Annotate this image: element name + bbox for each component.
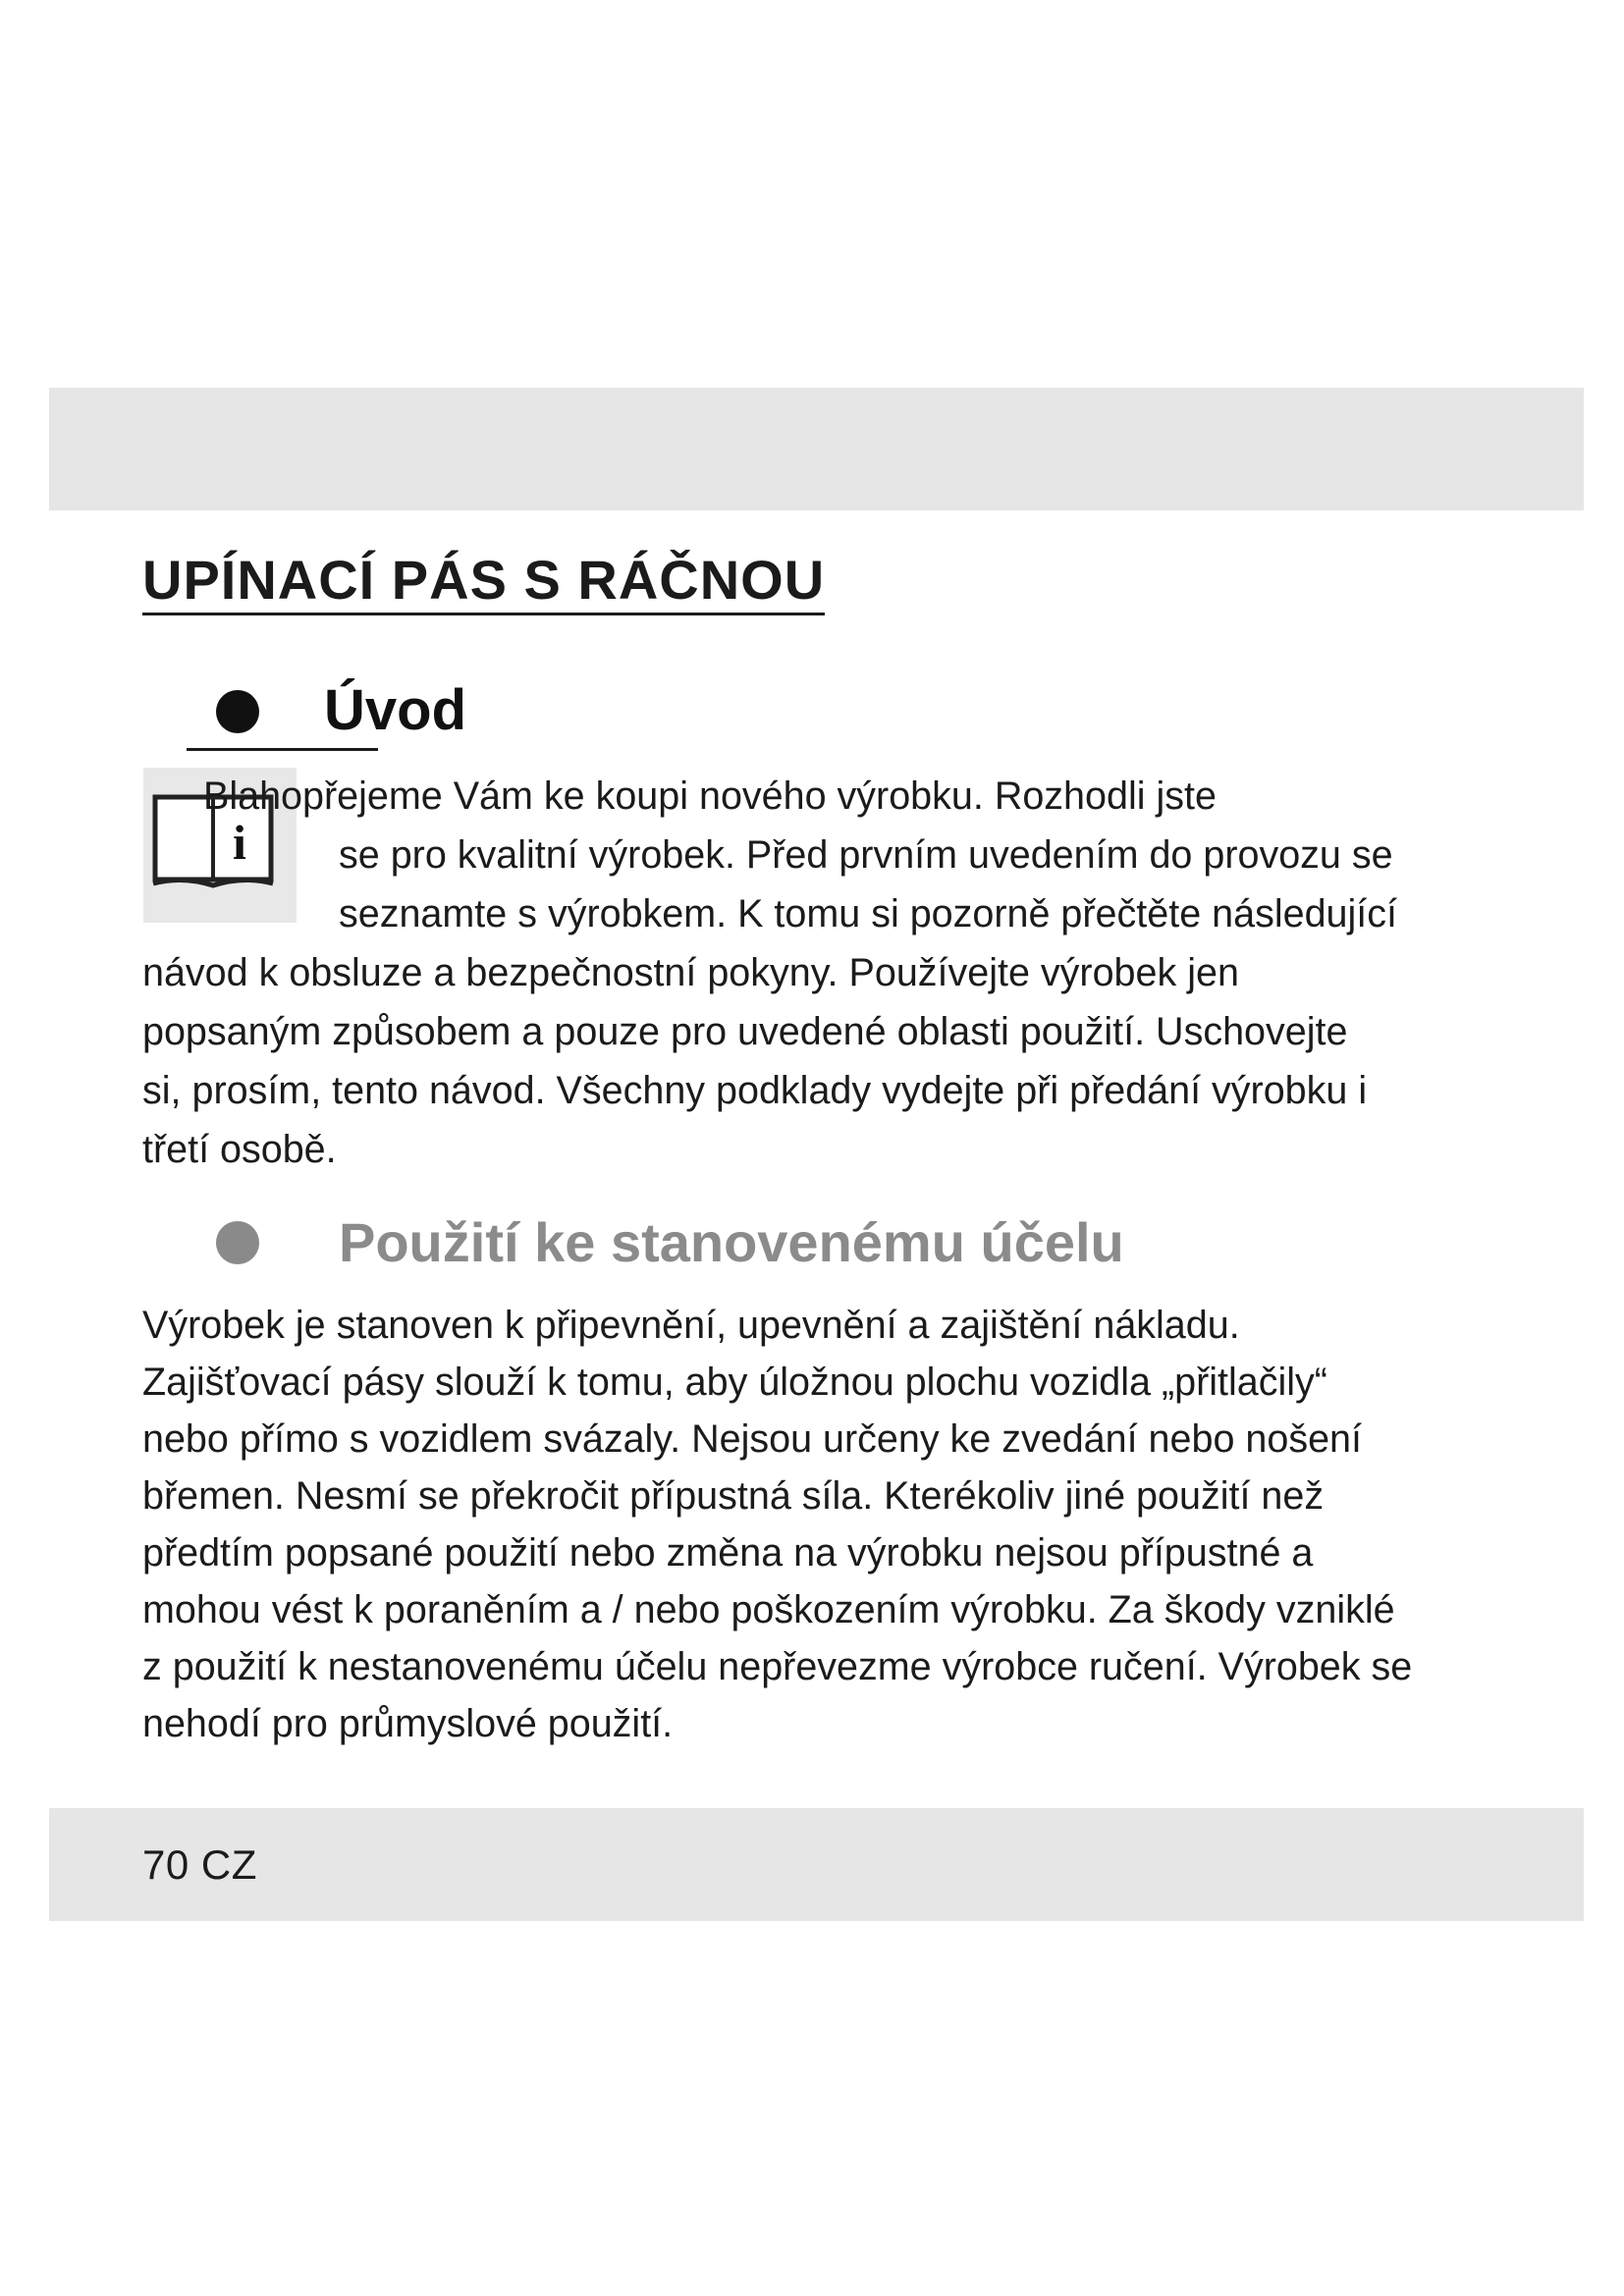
section-title-underline <box>187 748 378 751</box>
use-line-8: nehodí pro průmyslové použití. <box>142 1702 674 1745</box>
svg-text:i: i <box>233 815 246 870</box>
intro-line-5: popsaným způsobem a pouze pro uvedené oblasti použití. Uschovejte <box>142 1010 1348 1053</box>
intro-line-2: se pro kvalitní výrobek. Před prvním uvedením do provozu se <box>339 833 1393 877</box>
page-number: 70 CZ <box>142 1842 257 1888</box>
use-line-2: Zajišťovací pásy slouží k tomu, aby úložnou plochu vozidla „přitlačily“ <box>142 1361 1327 1404</box>
use-line-7: z použití k nestanovenému účelu nepřevezme výrobce ručení. Výrobek se <box>142 1645 1413 1688</box>
bullet-icon <box>216 1221 259 1264</box>
section-title-intended-use: Použití ke stanovenému účelu <box>339 1211 1124 1273</box>
footer-band <box>49 1808 1584 1921</box>
bullet-icon <box>216 690 259 733</box>
title-underline <box>142 613 825 615</box>
use-line-3: nebo přímo s vozidlem svázaly. Nejsou určeny ke zvedání nebo nošení <box>142 1417 1362 1461</box>
intro-line-1: Blahopřejeme Vám ke koupi nového výrobku. Rozhodli jste <box>203 774 1217 818</box>
header-band <box>49 388 1584 510</box>
page-title: UPÍNACÍ PÁS S RÁČNOU <box>142 549 826 611</box>
use-line-5: předtím popsané použití nebo změna na výrobku nejsou přípustné a <box>142 1531 1314 1575</box>
section-title-intro: Úvod <box>324 678 466 742</box>
use-line-1: Výrobek je stanoven k připevnění, upevnění a zajištění nákladu. <box>142 1304 1240 1347</box>
use-line-6: mohou vést k poraněním a / nebo poškozením výrobku. Za škody vzniklé <box>142 1588 1395 1631</box>
intro-line-7: třetí osobě. <box>142 1128 337 1171</box>
intro-line-4: návod k obsluze a bezpečnostní pokyny. Používejte výrobek jen <box>142 951 1239 994</box>
intro-line-6: si, prosím, tento návod. Všechny podklady vydejte při předání výrobku i <box>142 1069 1368 1112</box>
intro-line-3: seznamte s výrobkem. K tomu si pozorně přečtěte následující <box>339 892 1397 935</box>
use-line-4: břemen. Nesmí se překročit přípustná síla. Kterékoliv jiné použití než <box>142 1474 1325 1518</box>
